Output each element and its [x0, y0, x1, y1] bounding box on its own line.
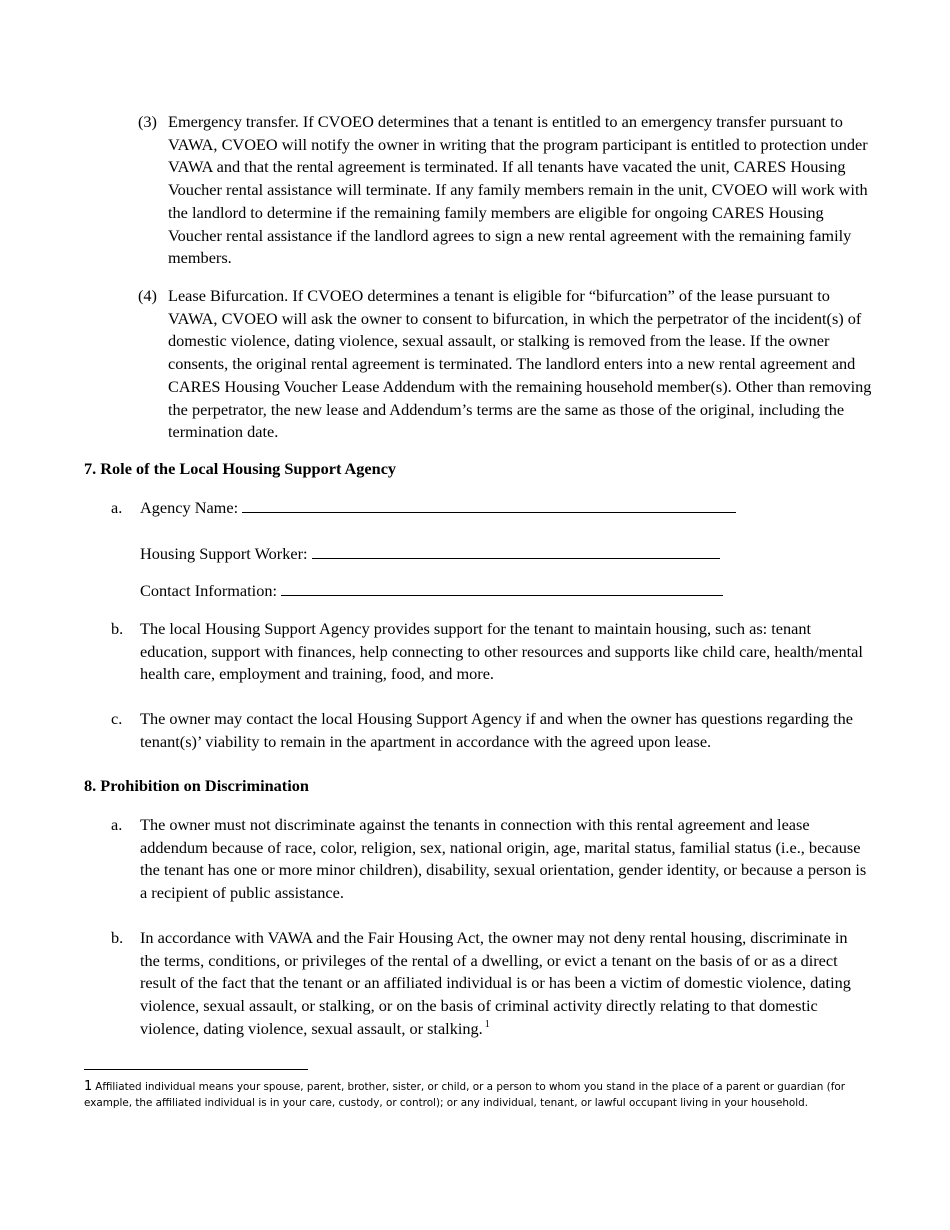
footnote-reference[interactable]: 1	[484, 1019, 490, 1031]
contact-information-label: Contact Information:	[140, 581, 277, 600]
emergency-transfer-item	[138, 111, 873, 270]
agency-name-label: Agency Name:	[140, 498, 239, 517]
section-8-heading: 8. Prohibition on Discrimination	[84, 776, 309, 795]
footnote-separator	[84, 1069, 308, 1070]
item-marker: a.	[111, 498, 123, 517]
footnote	[84, 1079, 864, 1111]
footnote-text: Affiliated individual means your spouse, parent, brother, sister, or child, or a person to whom you stand in the place of a parent or guardian (for example, the affiliated individual is in your care, custody, or control); or any individual, tenant, or lawful occupant living in your household.	[84, 1081, 845, 1109]
housing-support-worker-label: Housing Support Worker:	[140, 544, 308, 563]
item-marker: (4)	[138, 286, 157, 305]
lease-bifurcation-text: Lease Bifurcation. If CVOEO determines a tenant is eligible for “bifurcation” of the lease pursuant to VAWA, CVOEO will ask the owner to consent to bifurcation, in which the perpetrator of the incident(s) of domestic violence, dating violence, sexual assault, or stalking is removed from the lease. If the owner consents, the original rental agreement is terminated. The landlord enters into a new rental agreement and CARES Housing Voucher Lease Addendum with the remaining household member(s). Other than removing the perpetrator, the new lease and Addendum’s terms are the same as those of the original, including the termination date.	[168, 286, 872, 442]
lease-bifurcation-item	[138, 285, 873, 444]
housing-support-worker-field[interactable]	[312, 542, 720, 559]
vawa-fair-housing-text: In accordance with VAWA and the Fair Housing Act, the owner may not deny rental housing, discriminate in the terms, conditions, or privileges of the rental of a dwelling, or evict a tenant on the basis of or as a direct result of the fact that the tenant or an affiliated individual is or has been a victim of domestic violence, dating violence, sexual assault, or stalking, or on the basis of criminal activity directly relating to that domestic violence, dating violence, sexual assault, or stalking.	[140, 928, 851, 1038]
contact-information-row	[140, 579, 723, 602]
agency-name-field[interactable]	[242, 496, 736, 513]
owner-contact-item	[111, 708, 871, 753]
vawa-fair-housing-text-wrap	[140, 927, 871, 1041]
support-agency-services-text: The local Housing Support Agency provides support for the tenant to maintain housing, such as: tenant education, support with finances, help connecting to other resources and supports like child care, health/mental health care, employment and training, food, and more.	[140, 619, 863, 684]
emergency-transfer-text: Emergency transfer. If CVOEO determines that a tenant is entitled to an emergency transfer pursuant to VAWA, CVOEO will notify the owner in writing that the program participant is entitled to protection under VAWA and that the rental agreement is terminated. If all tenants have vacated the unit, CARES Housing Voucher rental assistance will terminate. If any family members remain in the unit, CVOEO will work with the landlord to determine if the remaining family members are eligible for ongoing CARES Housing Voucher rental assistance if the landlord agrees to sign a new rental agreement with the remaining family members.	[168, 112, 868, 268]
agency-name-row	[111, 496, 736, 519]
support-agency-services-item	[111, 618, 871, 686]
section-7-heading: 7. Role of the Local Housing Support Agency	[84, 459, 397, 478]
item-marker: c.	[111, 709, 123, 728]
contact-information-field[interactable]	[281, 579, 723, 596]
item-marker: a.	[111, 815, 123, 834]
vawa-fair-housing-item	[111, 927, 871, 1041]
housing-support-worker-row	[140, 542, 720, 565]
item-marker: b.	[111, 619, 124, 638]
item-marker: (3)	[138, 112, 157, 131]
non-discrimination-item	[111, 814, 871, 905]
owner-contact-text: The owner may contact the local Housing Support Agency if and when the owner has questions regarding the tenant(s)’ viability to remain in the apartment in accordance with the agreed upon lease.	[140, 709, 854, 751]
item-marker: b.	[111, 928, 124, 947]
non-discrimination-text: The owner must not discriminate against the tenants in connection with this rental agreement and lease addendum because of race, color, religion, sex, national origin, age, marital status, familial status (i.e., because the tenant has one or more minor children), disability, sexual orientation, gender identity, or because a person is a recipient of public assistance.	[140, 815, 867, 903]
footnote-number: 1	[84, 1079, 93, 1094]
